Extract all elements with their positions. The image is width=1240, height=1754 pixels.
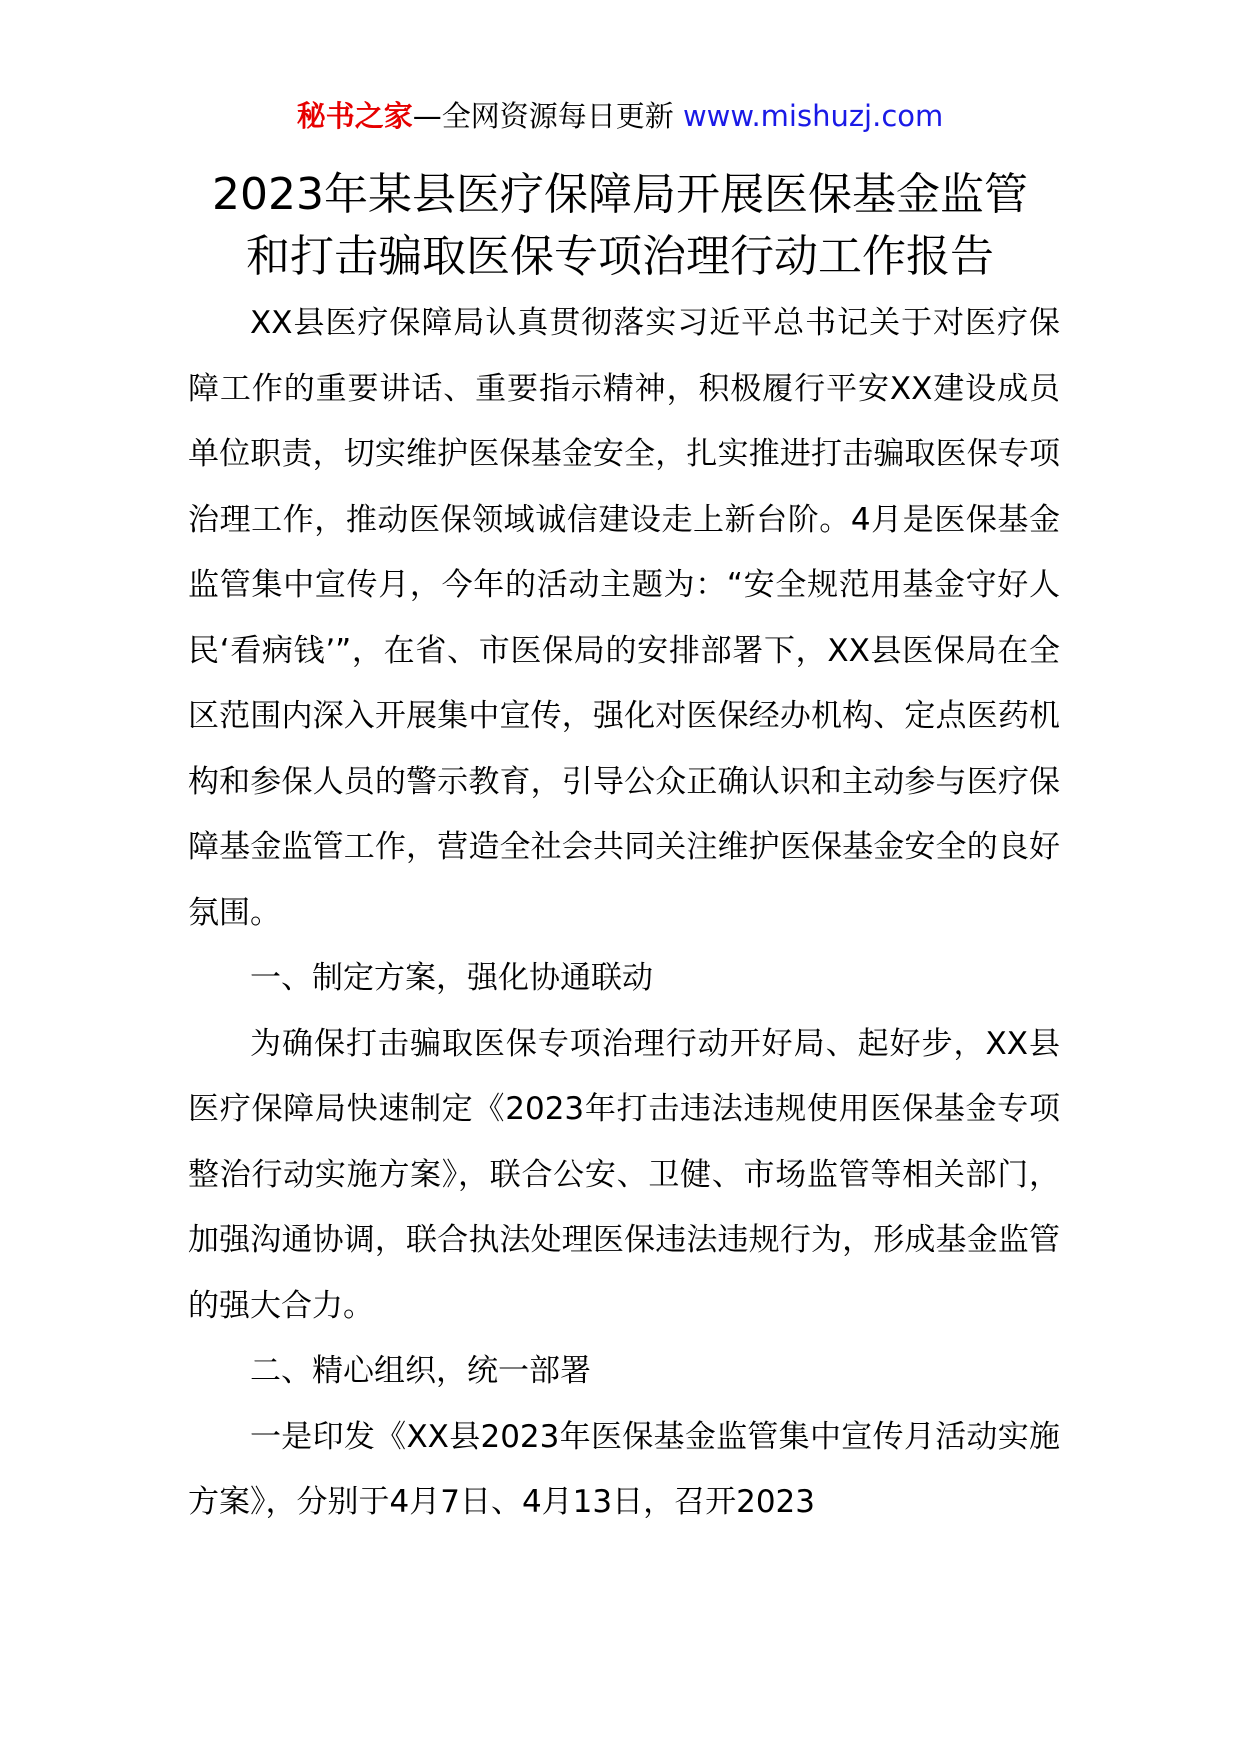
site-brand: 秘书之家 [296,99,413,133]
site-tagline: —全网资源每日更新 [412,99,674,133]
site-header [0,96,1240,136]
section-1-paragraph: 为确保打击骗取医保专项治理行动开好局、起好步，XX县医疗保障局快速制定《2023年打击违法违规使用医保基金专项整治行动实施方案》，联合公安、卫健、市场监管等相关部门，加强沟通协调，联合执法处理医保违法违规行为，形成基金监管的强大合力。 [188,1025,1060,1324]
document-title [120,164,1120,288]
site-url-link[interactable]: www.mishuzj.com [682,99,944,133]
document-title-line-2: 和打击骗取医保专项治理行动工作报告 [246,231,994,282]
intro-paragraph: XX县医疗保障局认真贯彻落实习近平总书记关于对医疗保障工作的重要讲话、重要指示精神，积极履行平安XX建设成员单位职责，切实维护医保基金安全，扎实推进打击骗取医保专项治理工作，推动医保领域诚信建设走上新台阶。4月是医保基金监管集中宣传月，今年的活动主题为：“安全规范用基金守好人民‘看病钱’”，在省、市医保局的安排部署下，XX县医保局在全区范围内深入开展集中宣传，强化对医保经办机构、定点医药机构和参保人员的警示教育，引导公众正确认识和主动参与医疗保障基金监管工作，营造全社会共同关注维护医保基金安全的良好氛围。 [188,305,1060,931]
document-body [188,291,1060,1536]
section-heading-1: 一、制定方案，强化协通联动 [250,960,653,996]
document-title-line-1: 2023年某县医疗保障局开展医保基金监管 [212,169,1028,220]
section-2-paragraph: 一是印发《XX县2023年医保基金监管集中宣传月活动实施方案》，分别于4月7日、4月13日，召开2023 [188,1418,1060,1520]
section-heading-2: 二、精心组织，统一部署 [250,1353,591,1389]
